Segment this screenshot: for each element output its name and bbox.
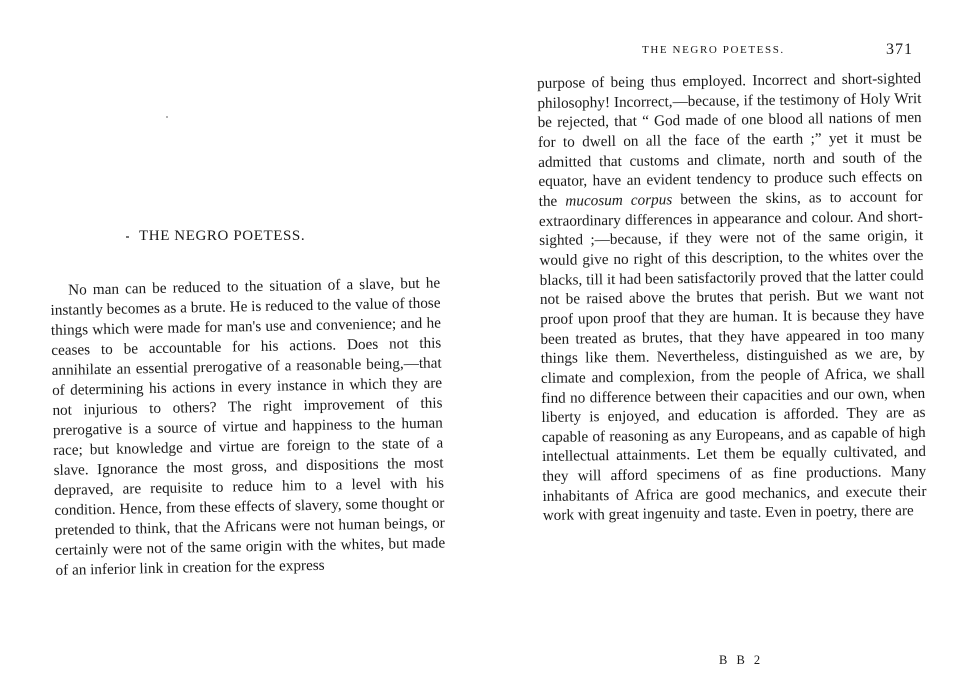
right-body-text-part-1: purpose of being thus employed. Incorrect and short-sighted philosophy! Incorrect,—because, if the testimony of Holy Writ be rejected, that “ God made of one blood all nations of men for to dwell on all the face of the earth ;” yet it must be admitted that customs and climate, north and south of the equator, have an evident tendency to produce such effects on the — [537, 69, 923, 210]
ink-mark — [126, 236, 129, 238]
page-number: 371 — [886, 41, 913, 58]
italic-phrase: mucosum corpus — [565, 191, 673, 210]
right-body-text — [537, 69, 927, 526]
left-body-text: No man can be reduced to the situation of a slave, but he instantly becomes as a brute. He is reduced to the value of those things which were made for man's use and convenience; and he ceases to be accountable for his actions. Does not this annihilate an essential prerogative of a reasonable being,—that of determining his actions in every instance in which they are not injurious to others? The right improvement of this prerogative is a source of virtue and happiness to the human race; but knowledge and virtue are foreign to the state of a slave. Ignorance the most gross, and dispositions the most depraved, are requisite to reduce him to a level with his condition. Hence, from these effects of slavery, some thought or pretended to think, that the Africans were not human beings, or certainly were not of the same origin with the whites, but made of an inferior link in creation for the express — [50, 274, 446, 579]
running-head: THE NEGRO POETESS. — [642, 44, 785, 56]
chapter-title — [126, 228, 356, 245]
paper-speck — [166, 116, 168, 118]
signature-mark: B B 2 — [719, 653, 764, 667]
chapter-title-text: THE NEGRO POETESS. — [139, 228, 306, 244]
right-body-text-part-2: between the skins, as to account for extraordinary differences in appearance and colour. And short-sighted ;—because, if they were not of the same origin, it would give no right of this description, to the whites over the blacks, till it had been satisfactorily proved that the latter could not be raised above the brutes that perish. But we want not proof upon proof that they are human. It is because they have been treated as brutes, that they have appeared in too many things like them. Nevertheless, distinguished as we are, by climate and complexion, from the people of Africa, we shall find no difference between their capacities and our own, when liberty is enjoyed, and education is afforded. They are as capable of reasoning as any Europeans, and as capable of high intellectual attainments. Let them be equally cultivated, and they will afford specimens of as fine productions. Many inhabitants of Africa are good mechanics, and execute their work with great ingenuity and taste. Even in poetry, there are — [538, 187, 927, 525]
right-page — [490, 0, 980, 684]
